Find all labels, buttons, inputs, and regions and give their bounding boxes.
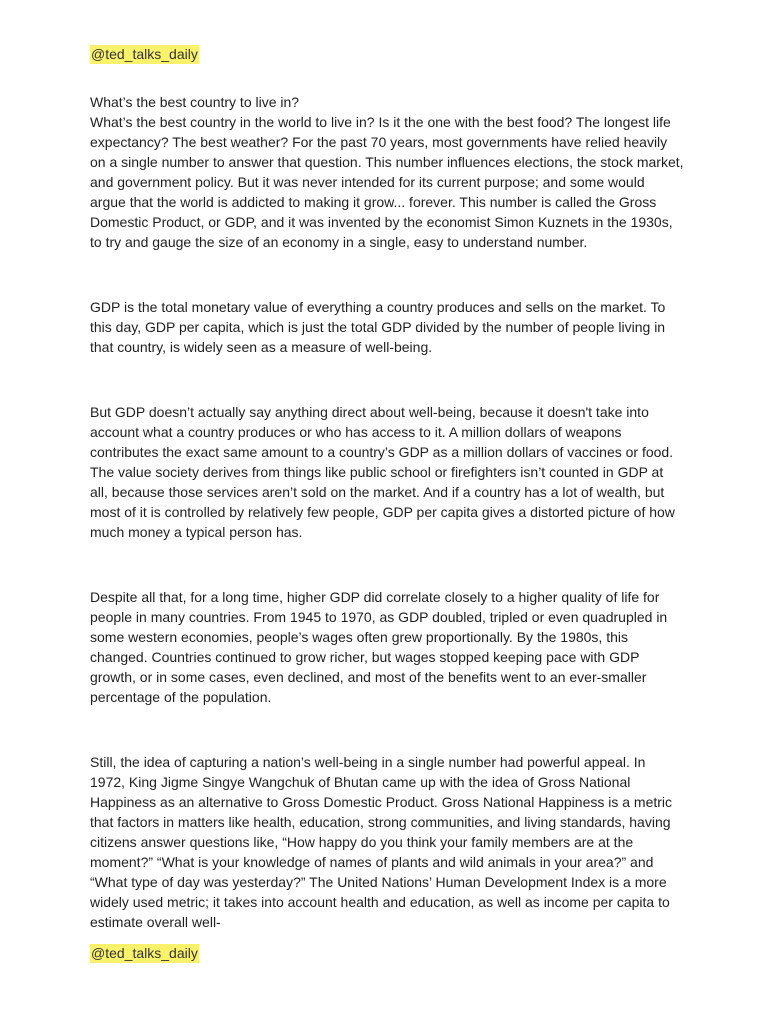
paragraph-5: Still, the idea of capturing a nation’s well-being in a single number had powerful appeal. In 1972, King Jigme Singye Wangchuk of Bhutan came up with the idea of Gross National Happiness as an alternative to Gross Domestic Product. Gross National Happiness is a metric that factors in matters like health, education, strong communities, and living standards, having citizens answer questions like, “How happy do you think your family members are at the moment?” “What is your knowledge of names of plants and wild animals in your area?” and “What type of day was yesterday?” The United Nations’ Human Development Index is a more widely used metric; it takes into account health and education, as well as income per capita to estimate overall well-	[90, 754, 673, 930]
header-handle: @ted_talks_daily	[91, 46, 198, 62]
footer-handle: @ted_talks_daily	[91, 945, 198, 961]
paragraph-text: What’s the best country in the world to live in? Is it the one with the best food? The longest life expectancy? The best weather? For the past 70 years, most governments have relied heavily on a single number to answer that question. This number influences elections, the stock market, and government policy. But it was never intended for its current purpose; and some would argue that the world is addicted to making it grow... forever. This number is called the Gross Domestic Product, or GDP, and it was invented by the economist Simon Kuznets in the 1930s, to try and gauge the size of an economy in a single, easy to understand number.	[90, 114, 684, 250]
paragraph-1	[90, 92, 684, 252]
paragraph-4: Despite all that, for a long time, higher GDP did correlate closely to a higher quality of life for people in many countries. From 1945 to 1970, as GDP doubled, tripled or even quadrupled in some western economies, people’s wages often grew proportionally. By the 1980s, this changed. Countries continued to grow richer, but wages stopped keeping pace with GDP growth, or in some cases, even declined, and most of the benefits went to an ever-smaller percentage of the population.	[90, 589, 668, 705]
paragraph-2: GDP is the total monetary value of everything a country produces and sells on the market. To this day, GDP per capita, which is just the total GDP divided by the number of people living in that country, is widely seen as a measure of well-being.	[90, 299, 666, 355]
article-body	[90, 92, 684, 932]
article-heading: What’s the best country to live in?	[90, 94, 300, 110]
paragraph-3: But GDP doesn’t actually say anything direct about well-being, because it doesn't take into account what a country produces or who has access to it. A million dollars of weapons contributes the exact same amount to a country’s GDP as a million dollars of vaccines or food. The value society derives from things like public school or firefighters isn’t counted in GDP at all, because those services aren’t sold on the market. And if a country has a lot of wealth, but most of it is controlled by relatively few people, GDP per capita gives a distorted picture of how much money a typical person has.	[90, 404, 675, 540]
